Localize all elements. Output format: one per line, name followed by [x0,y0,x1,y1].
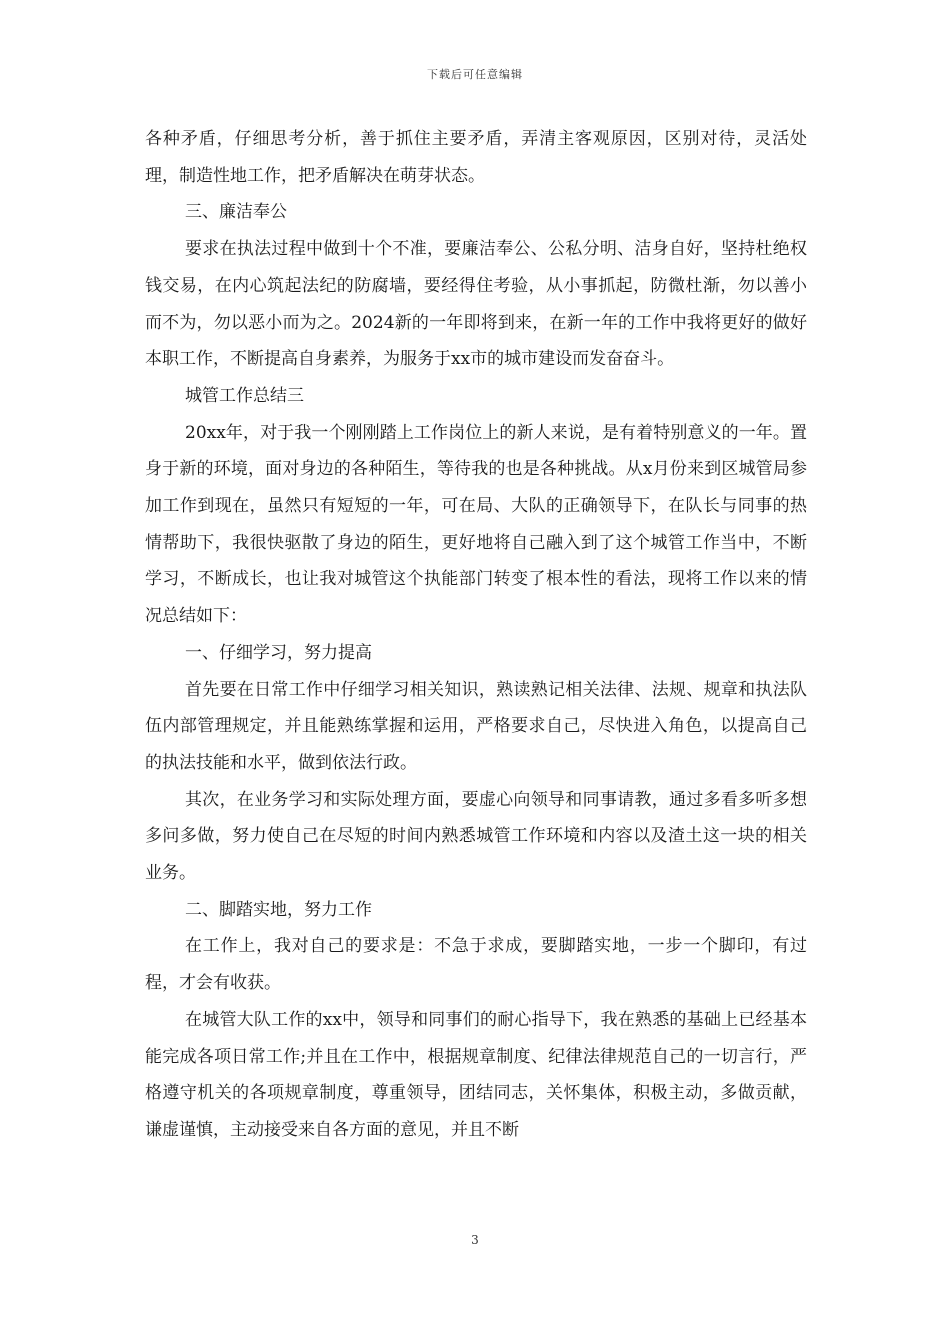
section-heading: 二、脚踏实地，努力工作 [185,899,372,920]
section-heading: 三、廉洁奉公 [185,202,287,223]
page-number: 3 [471,1233,479,1247]
body-paragraph: 其次，在业务学习和实际处理方面，要虚心向领导和同事请教，通过多看多听多想多问多做，努力使自己在尽短的时间内熟悉城管工作环境和内容以及渣土这一块的相关业务。 [145,789,807,884]
body-paragraph: 各种矛盾，仔细思考分析，善于抓住主要矛盾，弄清主客观原因，区别对待，灵活处理，制造性地工作，把矛盾解决在萌芽状态。 [145,129,807,186]
body-paragraph: 在城管大队工作的xx中，领导和同事们的耐心指导下，我在熟悉的基础上已经基本能完成各项日常工作;并且在工作中，根据规章制度、纪律法律规范自己的一切言行，严格遵守机关的各项规章制度，尊重领导，团结同志，关怀集体，积极主动，多做贡献，谦虚谨慎，主动接受来自各方面的意见，并且不断 [145,1009,807,1140]
body-paragraph: 在工作上，我对自己的要求是：不急于求成，要脚踏实地，一步一个脚印，有过程，才会有收获。 [145,936,807,994]
body-paragraph: 20xx年，对于我一个刚刚踏上工作岗位上的新人来说，是有着特别意义的一年。置身于新的环境，面对身边的各种陌生，等待我的也是各种挑战。从x月份来到区城管局参加工作到现在，虽然只有短短的一年，可在局、大队的正确领导下，在队长与同事的热情帮助下，我很快驱散了身边的陌生，更好地将自己融入到了这个城管工作当中，不断学习，不断成长，也让我对城管这个执能部门转变了根本性的看法，现将工作以来的情况总结如下： [145,422,807,627]
body-paragraph: 要求在执法过程中做到十个不准，要廉洁奉公、公私分明、洁身自好，坚持杜绝权钱交易，在内心筑起法纪的防腐墙，要经得住考验，从小事抓起，防微杜渐，勿以善小而不为，勿以恶小而为之。2024新的一年即将到来，在新一年的工作中我将更好的做好本职工作，不断提高自身素养，为服务于xx市的城市建设而发奋奋斗。 [145,239,807,370]
page-header: 下载后可任意编辑 [427,68,523,81]
body-paragraph: 首先要在日常工作中仔细学习相关知识，熟读熟记相关法律、法规、规章和执法队伍内部管理规定，并且能熟练掌握和运用，严格要求自己，尽快进入角色，以提高自己的执法技能和水平，做到依法行政。 [145,679,807,773]
section-heading: 一、仔细学习，努力提高 [185,642,372,663]
section-heading: 城管工作总结三 [185,385,304,406]
document-body [145,121,807,1149]
